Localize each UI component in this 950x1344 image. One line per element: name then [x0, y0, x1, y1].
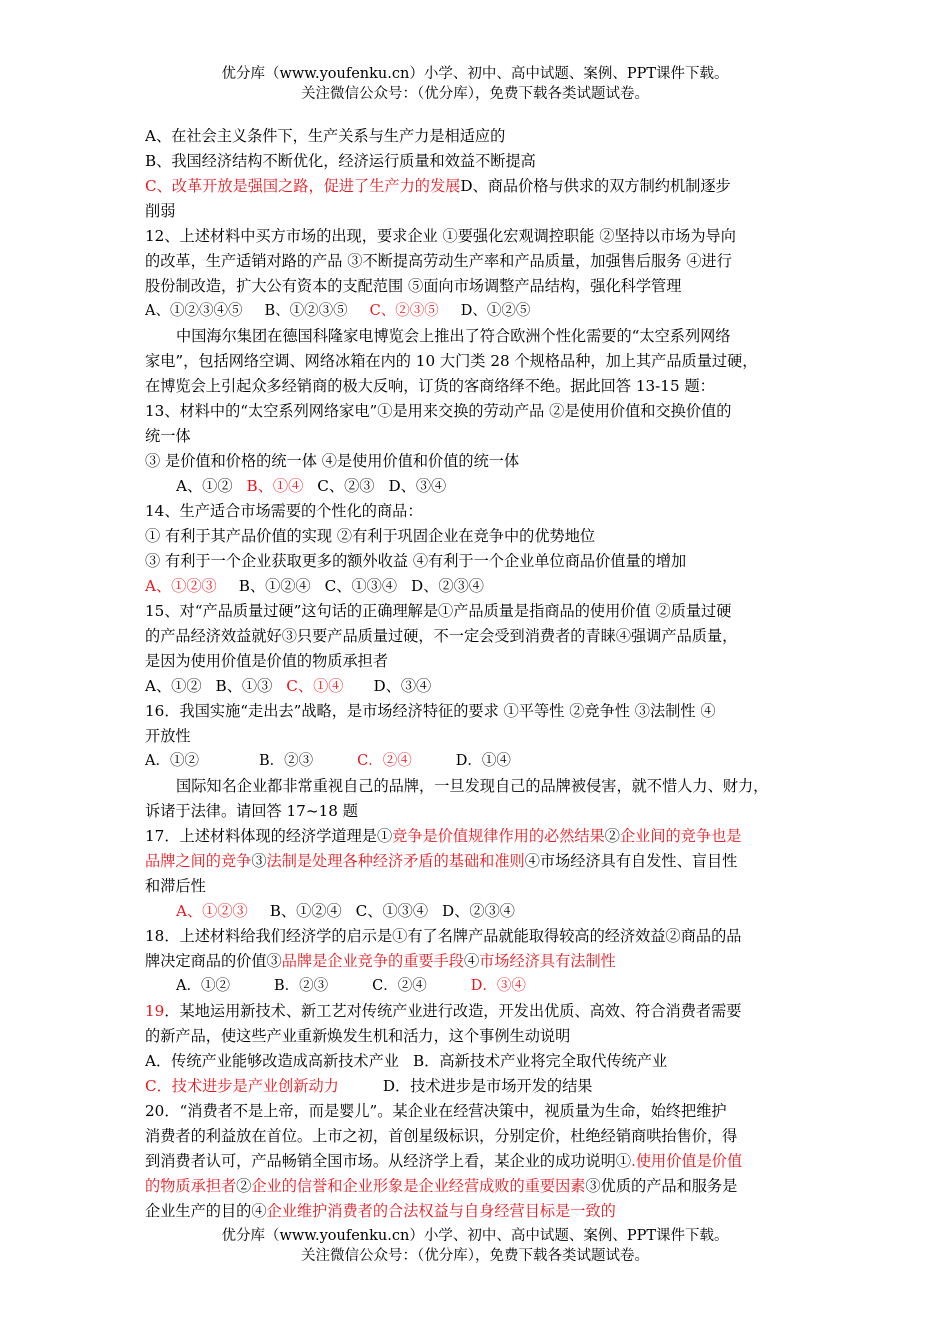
q11-options-cd	[145, 174, 813, 199]
header-line-2: 关注微信公众号：（优分库），免费下载各类试题试卷。	[301, 86, 649, 102]
q19-option-b: B．高新技术产业将完全取代传统产业	[412, 1052, 668, 1070]
q19-option-c-answer: C．技术进步是产业创新动力	[145, 1077, 339, 1095]
q17-option-c: C、①③④	[355, 902, 429, 920]
q11-option-b: B、我国经济结构不断优化，经济运行质量和效益不断提高	[145, 152, 536, 170]
q15-option-b: B、①③	[215, 677, 273, 695]
q18-option-b: B．②③	[273, 978, 329, 994]
q16-stem-2: 开放性	[145, 727, 191, 745]
q15-stem-3: 是因为使用价值是价值的物质承担者	[145, 652, 388, 670]
q17-stem-1b: 竞争是价值规律作用的必然结果	[392, 827, 605, 845]
q19-number: 19	[145, 1002, 165, 1020]
q19-stem-1	[145, 999, 813, 1024]
footer-line-1: 优分库（www.youfenku.cn）小学、初中、高中试题、案例、PPT课件下载。	[221, 1228, 729, 1244]
q12-option-b: B、①②③⑤	[264, 303, 348, 319]
q20-stem-1: 20．“消费者不是上帝，而是婴儿”。某企业在经营决策中，视质量为生命，始终把维护	[145, 1102, 727, 1120]
q18-stem-2a: 牌决定商品的价值③	[145, 952, 282, 970]
q18-options	[145, 974, 813, 999]
q17-stem-2c: 法制是处理各种经济矛盾的基础和准则	[266, 852, 525, 870]
q11-option-d-cont: 削弱	[145, 202, 176, 220]
q13-option-d: D、③④	[388, 477, 447, 495]
passage-1-line-1: 中国海尔集团在德国科隆家电博览会上推出了符合欧洲个性化需要的“太空系列网络	[176, 327, 731, 345]
q17-stem-3: 和滞后性	[145, 877, 206, 895]
q13-options	[145, 474, 813, 499]
q15-option-a: A、①②	[145, 677, 202, 695]
q19-options-cd	[145, 1074, 813, 1099]
q11-option-c-answer: C、改革开放是强国之路，促进了生产力的发展	[145, 177, 461, 195]
q17-stem-2d: ④市场经济具有自发性、盲目性	[524, 852, 738, 870]
q12-stem-2: 的改革，生产适销对路的产品 ③不断提高劳动生产率和产品质量，加强售后服务 ④进行	[145, 252, 732, 270]
q19-option-a: A．传统产业能够改造成高新技术产业	[145, 1052, 399, 1070]
q18-option-d-answer: D．③④	[470, 978, 526, 994]
q20-stem-2: 消费者的利益放在首位。上市之初，首创星级标识，分别定价，杜绝经销商哄抬售价，得	[145, 1127, 738, 1145]
q13-option-c: C、②③	[317, 477, 375, 495]
q12-options	[145, 299, 813, 324]
q16-options	[145, 749, 813, 774]
q20-stem-3b: .使用价值是价值	[631, 1152, 743, 1170]
q20-stem-4d: ③优质的产品和服务是	[585, 1177, 738, 1195]
q18-option-c: C．②④	[372, 978, 427, 994]
q13-option-a: A、①②	[176, 477, 233, 495]
page-footer	[0, 1226, 950, 1266]
q17-option-d: D、②③④	[442, 902, 515, 920]
q14-option-b: B、①②④	[238, 577, 311, 595]
passage-1-line-3: 在博览会上引起众多经销商的极大反响，订货的客商络绎不绝。据此回答 13-15 题：	[145, 377, 715, 395]
q19-options-ab	[145, 1049, 813, 1074]
q19-stem-2: 的新产品，使这些产业重新焕发生机和活力，这个事例生动说明	[145, 1027, 571, 1045]
footer-line-2: 关注微信公众号：（优分库），免费下载各类试题试卷。	[301, 1248, 649, 1264]
q17-options	[145, 899, 813, 924]
q19-stem-1-text: ．某地运用新技术、新工艺对传统产业进行改造，开发出优质、高效、符合消费者需要	[164, 1002, 742, 1020]
q15-stem-1: 15、对“产品质量过硬”这句话的正确理解是①产品质量是指商品的使用价值 ②质量过硬	[145, 602, 732, 620]
q18-option-a: A．①②	[176, 978, 230, 994]
q20-stem-4	[145, 1174, 813, 1199]
q16-option-c-answer: C．②④	[357, 753, 412, 769]
q12-option-d: D、①②⑤	[460, 303, 531, 319]
q12-option-a: A、①②③④⑤	[145, 303, 243, 319]
q17-stem-2	[145, 849, 813, 874]
q20-stem-4c: 企业的信誉和企业形象是企业经营成败的重要因素	[251, 1177, 586, 1195]
q17-option-b: B、①②④	[269, 902, 342, 920]
header-line-1: 优分库（www.youfenku.cn）小学、初中、高中试题、案例、PPT课件下载。	[221, 66, 729, 82]
passage-2-line-1: 国际知名企业都非常重视自己的品牌，一旦发现自己的品牌被侵害，就不惜人力、财力，	[176, 777, 769, 795]
q18-stem-2b: 品牌是企业竞争的重要手段	[281, 952, 464, 970]
q16-option-b: B．②③	[258, 753, 314, 769]
q11-option-a: A、在社会主义条件下，生产关系与生产力是相适应的	[145, 127, 506, 145]
q20-stem-4a: 的物质承担者	[145, 1177, 237, 1195]
q18-stem-2	[145, 949, 813, 974]
q16-stem-1: 16．我国实施“走出去”战略，是市场经济特征的要求 ①平等性 ②竞争性 ③法制性 ④	[145, 702, 716, 720]
q14-stem-1: 14、生产适合市场需要的个性化的商品：	[145, 502, 423, 520]
q20-stem-5b: 企业维护消费者的合法权益与自身经营目标是一致的	[266, 1202, 616, 1220]
q11-option-d: D、商品价格与供求的双方制约机制逐步	[460, 177, 731, 195]
q17-stem-1	[145, 824, 813, 849]
q20-stem-3	[145, 1149, 813, 1174]
passage-1-line-2: 家电”，包括网络空调、网络冰箱在内的 10 大门类 28 个规格品种，加上其产品质量过硬，	[145, 352, 758, 370]
q17-stem-2a: 品牌之间的竞争	[145, 852, 252, 870]
page-header	[0, 64, 950, 104]
q14-option-a-answer: A、①②③	[145, 577, 217, 595]
q19-option-d: D．技术进步是市场开发的结果	[382, 1077, 593, 1095]
q14-option-c: C、①③④	[324, 577, 398, 595]
q20-stem-4b: ②	[236, 1177, 252, 1195]
q12-stem-3: 股份制改造，扩大公有资本的支配范围 ⑤面向市场调整产品结构，强化科学管理	[145, 277, 682, 295]
q17-option-a-answer: A、①②③	[176, 902, 248, 920]
q15-options	[145, 674, 813, 699]
q20-stem-5	[145, 1199, 813, 1224]
q15-option-d: D、③④	[373, 677, 432, 695]
q17-stem-2b: ③	[251, 852, 267, 870]
q17-stem-1d: 企业间的竞争也是	[619, 827, 742, 845]
q15-stem-2: 的产品经济效益就好③只要产品质量过硬，不一定会受到消费者的青睐④强调产品质量，	[145, 627, 738, 645]
exam-content	[145, 124, 813, 1224]
q20-stem-5a: 企业生产的目的④	[145, 1202, 267, 1220]
q14-options	[145, 574, 813, 599]
q16-option-d: D．①④	[455, 753, 511, 769]
q14-stem-2: ① 有利于其产品价值的实现 ②有利于巩固企业在竞争中的优势地位	[145, 527, 596, 545]
q18-stem-2d: 市场经济具有法制性	[479, 952, 616, 970]
q14-stem-3: ③ 有利于一个企业获取更多的额外收益 ④有利于一个企业单位商品价值量的增加	[145, 552, 687, 570]
q13-stem-2: 统一体	[145, 427, 191, 445]
q18-stem-2c: ④	[463, 952, 480, 970]
q15-option-c-answer: C、①④	[286, 677, 344, 695]
q12-option-c-answer: C、②③⑤	[369, 303, 439, 319]
passage-2-line-2: 诉诸于法律。请回答 17~18 题	[145, 802, 358, 820]
q14-option-d: D、②③④	[411, 577, 484, 595]
q17-stem-1c: ②	[604, 827, 620, 845]
q17-stem-1a: 17．上述材料体现的经济学道理是①	[145, 827, 393, 845]
q13-option-b-answer: B、①④	[246, 477, 304, 495]
q12-stem-1: 12、上述材料中买方市场的出现，要求企业 ①要强化宏观调控职能 ②坚持以市场为导向	[145, 227, 736, 245]
q16-option-a: A．①②	[145, 753, 199, 769]
q13-stem-1: 13、材料中的“太空系列网络家电”①是用来交换的劳动产品 ②是使用价值和交换价值的	[145, 402, 732, 420]
q20-stem-3a: 到消费者认可，产品畅销全国市场。从经济学上看，某企业的成功说明①	[145, 1152, 631, 1170]
q13-stem-3: ③ 是价值和价格的统一体 ④是使用价值和价值的统一体	[145, 452, 520, 470]
q18-stem-1: 18．上述材料给我们经济学的启示是①有了名牌产品就能取得较高的经济效益②商品的品	[145, 927, 742, 945]
